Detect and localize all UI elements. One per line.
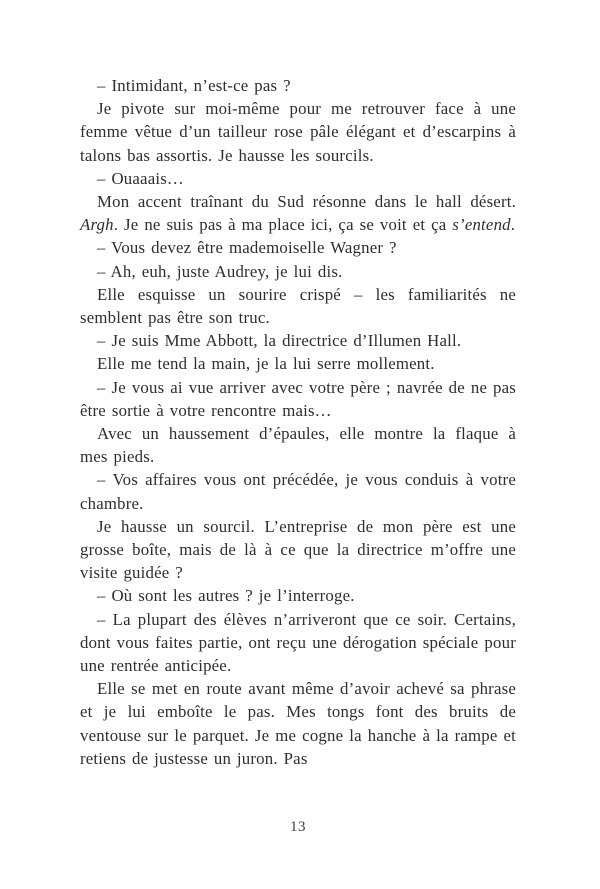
text-run: Je pivote sur moi-même pour me retrouver face à une femme vêtue d’un tailleur rose pâle élégant et d’escarpins à talons bas assortis. Je hausse les sourcils. [80,99,516,165]
text-run: – Vous devez être mademoiselle Wagner ? [97,238,397,258]
text-run: Avec un haussement d’épaules, elle montre la flaque à mes pieds. [80,424,516,467]
paragraph [80,167,516,190]
paragraph [80,352,516,375]
paragraph [80,584,516,607]
paragraph [80,677,516,770]
paragraph [80,260,516,283]
text-run: Elle se met en route avant même d’avoir achevé sa phrase et je lui emboîte le pas. Mes tongs font des bruits de ventouse sur le parquet. Je me cogne la hanche à la rampe et retiens de justesse un juron. Pas [80,679,516,768]
text-run: – Ah, euh, juste Audrey, je lui dis. [97,261,343,281]
text-run: – Ouaaais… [97,168,184,188]
text-run: – Je vous ai vue arriver avec votre père ; navrée de ne pas être sortie à votre rencontre mais… [80,377,516,420]
text-run: Elle me tend la main, je la lui serre mollement. [97,354,435,374]
italic-text-run: Argh [80,215,114,235]
text-run: Je hausse un sourcil. L’entreprise de mon père est une grosse boîte, mais de là à ce que la directrice m’offre une visite guidée ? [80,516,516,583]
paragraph [80,74,516,97]
paragraph [80,422,516,468]
text-run: – Vos affaires vous ont précédée, je vous conduis à votre chambre. [80,470,516,513]
italic-text-run: s’entend [452,215,511,235]
text-run: Elle esquisse un sourire crispé – les familiarités ne semblent pas être son truc. [80,284,516,328]
text-run: . Je ne suis pas à ma place ici, ça se voit et ça [113,215,453,235]
paragraph [80,468,516,514]
paragraph [80,329,516,352]
page-number: 13 [290,819,306,835]
text-block [80,74,516,770]
text-run: . [510,215,516,235]
text-run: Mon accent traînant du Sud résonne dans le hall désert. [97,192,516,212]
text-run: – La plupart des élèves n’arriveront que ce soir. Certains, dont vous faites partie, ont reçu une dérogation spéciale pour une rentrée anticipée. [80,609,516,676]
text-run: – Je suis Mme Abbott, la directrice d’Illumen Hall. [97,331,462,351]
text-run: – Intimidant, n’est-ce pas ? [97,76,291,95]
paragraph [80,515,516,585]
paragraph [80,97,516,167]
paragraph [80,283,516,329]
paragraph [80,236,516,259]
paragraph [80,608,516,678]
text-run: – Où sont les autres ? je l’interroge. [97,586,355,606]
paragraph [80,376,516,422]
paragraph [80,190,516,236]
